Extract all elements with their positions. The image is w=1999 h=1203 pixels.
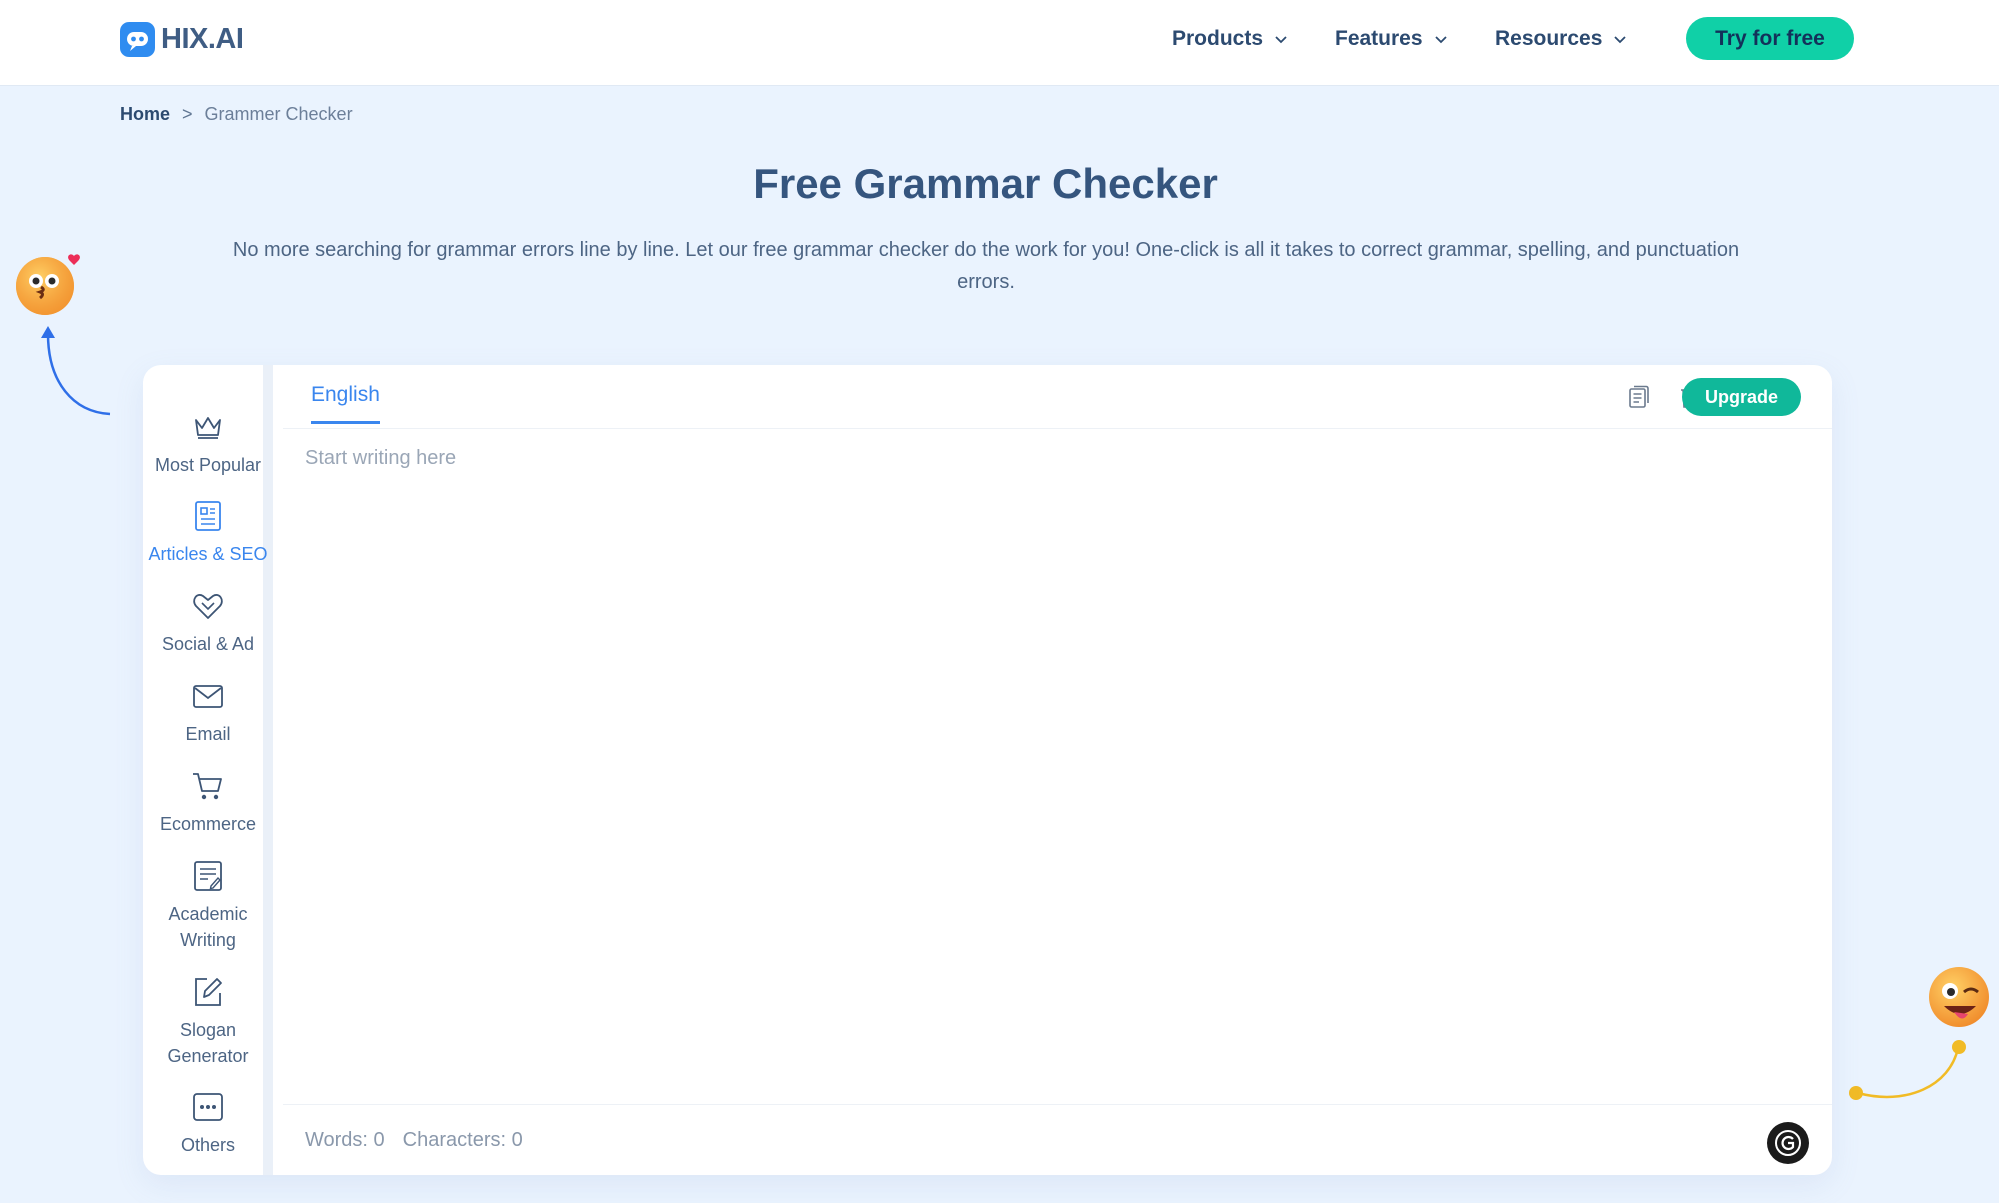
sidebar-item-label: Others	[180, 1135, 236, 1155]
curved-line-icon	[1846, 1036, 1971, 1106]
nav-resources[interactable]	[1495, 24, 1628, 54]
character-count: Characters: 0	[402, 1129, 523, 1151]
chevron-down-icon	[1273, 31, 1289, 47]
editor-footer	[283, 1104, 1832, 1175]
editor-toolbar	[283, 365, 1832, 429]
nav-resources-label: Resources	[1495, 27, 1603, 50]
winking-face-icon	[1924, 964, 1994, 1034]
sidebar-item-slogan-generator[interactable]	[143, 975, 273, 1069]
sidebar-item-label: Ecommerce	[159, 814, 257, 834]
cart-icon	[191, 769, 225, 803]
sidebar-item-label: Slogan Generator	[167, 1020, 249, 1066]
sidebar-item-others[interactable]	[143, 1090, 273, 1158]
copy-icon[interactable]	[1625, 384, 1651, 410]
try-for-free-button[interactable]: Try for free	[1686, 17, 1854, 60]
pen-icon	[191, 975, 225, 1009]
text-input[interactable]	[305, 447, 1805, 1047]
sidebar-item-label: Articles & SEO	[148, 544, 268, 564]
nav-products[interactable]	[1172, 24, 1289, 54]
sidebar-item-label: Social & Ad	[161, 634, 255, 654]
curved-arrow-icon	[38, 322, 113, 417]
mail-icon	[191, 679, 225, 713]
nav-features[interactable]	[1335, 24, 1449, 54]
breadcrumb-separator: >	[182, 104, 193, 124]
chevron-down-icon	[1433, 31, 1449, 47]
sidebar-item-articles-seo[interactable]	[143, 499, 273, 567]
page-description: No more searching for grammar errors line by line. Let our free grammar checker do the work for you! One-click is all it takes to correct grammar, spelling, and punctuation errors.	[232, 239, 1740, 293]
nav-features-label: Features	[1335, 27, 1423, 50]
sidebar-item-academic-writing[interactable]	[143, 859, 273, 953]
breadcrumb-current: Grammer Checker	[204, 104, 353, 124]
category-sidebar	[143, 365, 273, 1175]
top-navbar	[0, 0, 1999, 85]
crown-icon	[191, 410, 225, 444]
sidebar-item-social-ad[interactable]	[143, 589, 273, 657]
grammar-g-icon	[1773, 1128, 1803, 1158]
logo-text: HIX.AI	[161, 22, 244, 55]
page-title: Free Grammar Checker	[753, 160, 1218, 207]
grammar-check-button[interactable]	[1767, 1122, 1809, 1164]
sidebar-item-label: Academic Writing	[168, 904, 248, 950]
more-icon	[191, 1090, 225, 1124]
kissing-face-icon	[12, 250, 82, 320]
article-icon	[191, 499, 225, 533]
logo[interactable]	[120, 20, 243, 58]
word-count-bar	[305, 1129, 523, 1152]
nav-products-label: Products	[1172, 27, 1264, 50]
sidebar-item-ecommerce[interactable]	[143, 769, 273, 837]
editor-panel	[283, 365, 1832, 1175]
academic-icon	[191, 859, 225, 893]
chevron-down-icon	[1612, 31, 1628, 47]
logo-icon	[120, 22, 155, 57]
sidebar-item-most-popular[interactable]	[143, 410, 273, 478]
breadcrumb-home[interactable]: Home	[120, 104, 171, 124]
sidebar-item-label: Email	[185, 724, 231, 744]
upgrade-button[interactable]: Upgrade	[1682, 378, 1801, 416]
sidebar-item-email[interactable]	[143, 679, 273, 747]
editor-card	[143, 365, 1832, 1175]
heart-icon	[191, 589, 225, 623]
breadcrumb	[120, 104, 353, 125]
tab-english[interactable]: English	[311, 383, 380, 424]
word-count: Words: 0	[305, 1129, 385, 1151]
sidebar-item-label: Most Popular	[154, 455, 262, 475]
